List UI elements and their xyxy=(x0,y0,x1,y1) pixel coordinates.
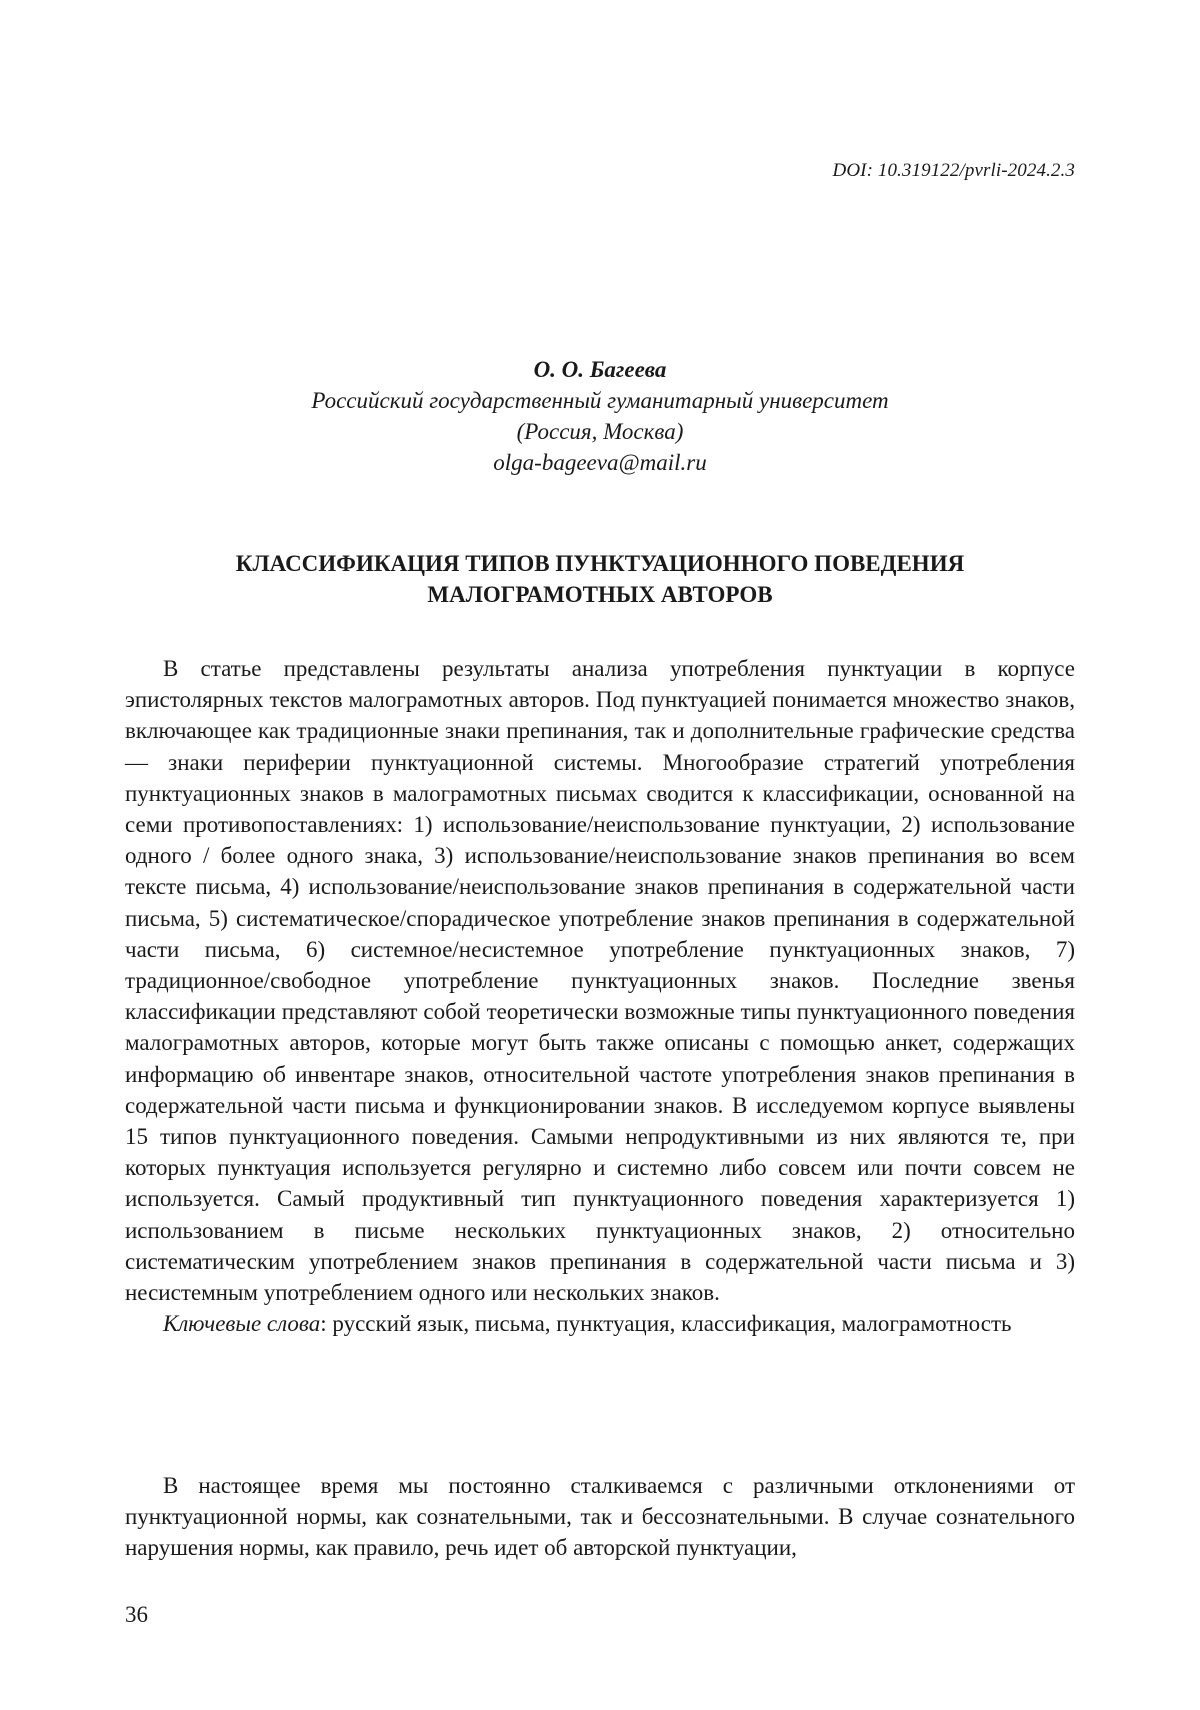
article-title xyxy=(0,548,1200,610)
abstract xyxy=(125,653,1075,1339)
keywords xyxy=(125,1308,1075,1339)
keywords-value: русский язык, письма, пунктуация, классификация, малограмотность xyxy=(332,1311,1012,1337)
author-location: (Россия, Москва) xyxy=(516,419,684,444)
main-text xyxy=(125,1470,1075,1564)
title-line-2: МАЛОГРАМОТНЫХ АВТОРОВ xyxy=(427,582,773,607)
keywords-separator: : xyxy=(320,1311,333,1337)
author-affiliation: Российский государственный гуманитарный университет xyxy=(311,388,889,413)
author-name: О. О. Багеева xyxy=(533,357,667,382)
keywords-label: Ключевые слова xyxy=(163,1311,321,1337)
abstract-paragraph: В статье представлены результаты анализа употребления пунктуации в корпусе эпистолярных текстов малограмотных авторов. Под пунктуацией понимается множество знаков, включающее как традиционные знаки препинания, так и дополнительные графические средства — знаки периферии пунктуационной системы. Многообразие стратегий употребления пунктуационных знаков в малограмотных письмах сводится к классификации, основанной на семи противопоставлениях: 1) использование/неиспользование пунктуации, 2) использование одного / более одного знака, 3) использование/неиспользование знаков препинания во всем тексте письма, 4) использование/неиспользование знаков препинания в содержательной части письма, 5) систематическое/спорадическое употребление знаков препинания в содержательной части письма, 6) системное/несистемное употребление пунктуационных знаков, 7) традиционное/свободное употребление пунктуационных знаков. Последние звенья классификации представляют собой теоретически возможные типы пунктуационного поведения малограмотных авторов, которые могут быть также описаны с помощью анкет, содержащих информацию об инвентаре знаков, относительной частоте употребления знаков препинания в содержательной части письма и функционировании знаков. В исследуемом корпусе выявлены 15 типов пунктуационного поведения. Самыми непродуктивными из них являются те, при которых пунктуация используется регулярно и системно либо совсем или почти совсем не используется. Самый продуктивный тип пунктуационного поведения характеризуется 1) использованием в письме нескольких пунктуационных знаков, 2) относительно систематическим употреблением знаков препинания в содержательной части письма и 3) несистемным употреблением одного или нескольких знаков. xyxy=(125,656,1075,1306)
doi: DOI: 10.319122/pvrli-2024.2.3 xyxy=(832,160,1075,181)
title-line-1: КЛАССИФИКАЦИЯ ТИПОВ ПУНКТУАЦИОННОГО ПОВЕДЕНИЯ xyxy=(235,551,965,576)
author-email: olga-bageeva@mail.ru xyxy=(493,450,707,475)
author-block xyxy=(0,354,1200,478)
page-number: 36 xyxy=(125,1602,148,1627)
body-paragraph: В настоящее время мы постоянно сталкиваемся с различными отклонениями от пунктуационной нормы, как сознательными, так и бессознательными. В случае сознательного нарушения нормы, как правило, речь идет об авторской пунктуации, xyxy=(125,1473,1075,1561)
